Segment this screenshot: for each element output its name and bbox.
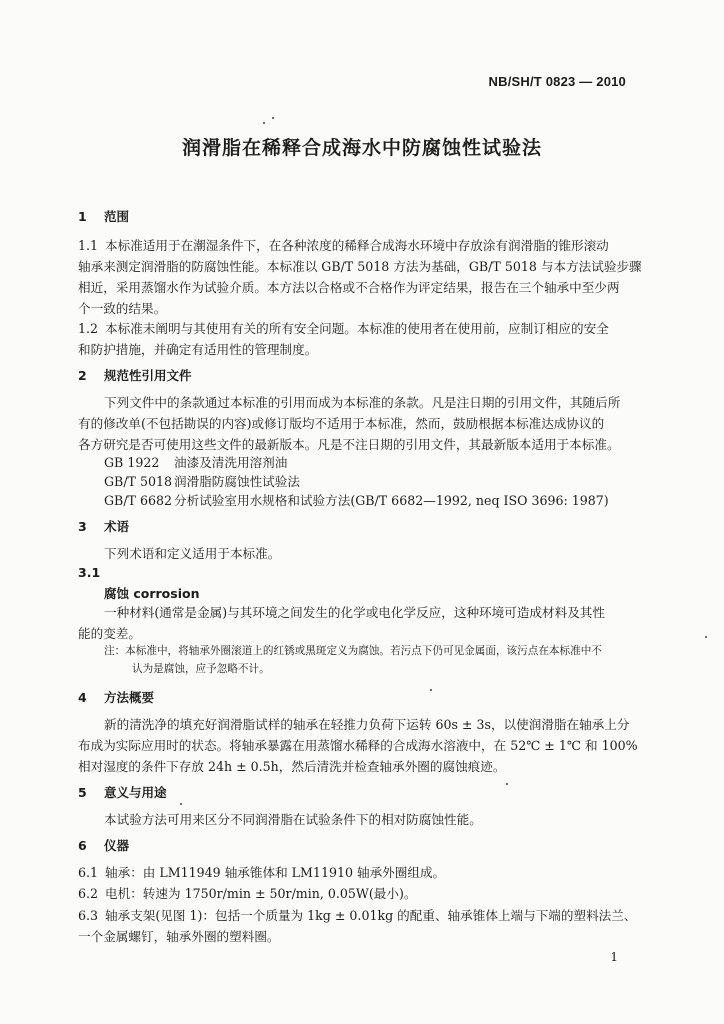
scan-speck xyxy=(272,117,274,119)
scan-speck xyxy=(430,689,432,691)
reference-title: 润滑脂防腐蚀性试验法 xyxy=(174,474,300,489)
paragraph-4-line: 布成为实际应用时的状态。将轴承暴露在用蒸馏水稀释的合成海水溶液中，在 52℃ ± 1℃ 和 100% xyxy=(78,738,638,753)
reference-item xyxy=(104,490,609,511)
section-number: 5 xyxy=(78,785,87,800)
section-4-heading xyxy=(78,688,154,706)
note-line: 注：本标准中，将轴承外圈滚道上的红锈或黑斑定义为腐蚀。若污点下仍可见金属面，该污点在本标准中不 xyxy=(104,645,602,657)
section-title: 仪器 xyxy=(104,838,130,853)
section-number: 1 xyxy=(78,209,87,224)
term-heading: 腐蚀 corrosion xyxy=(104,586,200,601)
section-title: 术语 xyxy=(104,519,130,534)
section-title: 意义与用途 xyxy=(104,785,167,800)
section-title: 方法概要 xyxy=(104,690,155,705)
apparatus-item xyxy=(78,905,636,926)
page-number: 1 xyxy=(610,950,618,964)
paragraph-1-1-line xyxy=(78,235,609,256)
reference-code: GB/T 6682 xyxy=(104,493,173,508)
reference-code: GB/T 5018 xyxy=(104,474,173,489)
clause-number: 6.1 xyxy=(78,865,99,880)
section-5-heading xyxy=(78,783,167,801)
paragraph-1-1-line: 个一致的结果。 xyxy=(78,301,167,316)
paragraph-2-line: 有的修改单(不包括勘误的内容)或修订版均不适用于本标准，然而，鼓励根据本标准达成协议的 xyxy=(78,416,605,431)
text: 轴承支架(见图 1)：包括一个质量为 1kg ± 0.01kg 的配重、轴承锥体上端与下端的塑料法兰、 xyxy=(105,908,637,923)
section-number: 2 xyxy=(78,368,87,383)
definition-line: 一种材料(通常是金属)与其环境之间发生的化学或电化学反应，这种环境可造成材料及其性 xyxy=(104,605,605,620)
scan-speck xyxy=(705,636,707,638)
clause-number: 1.1 xyxy=(78,238,99,253)
section-3-heading xyxy=(78,517,129,535)
section-1-heading xyxy=(78,207,129,225)
scan-speck xyxy=(180,803,182,805)
note-line: 认为是腐蚀，应予忽略不计。 xyxy=(132,663,270,675)
paragraph-4-line: 新的清洗净的填充好润滑脂试样的轴承在轻推力负荷下运转 60s ± 3s，以使润滑脂在轴承上分 xyxy=(104,717,630,732)
section-title: 规范性引用文件 xyxy=(104,368,192,383)
paragraph-5-line: 本试验方法可用来区分不同润滑脂在试验条件下的相对防腐蚀性能。 xyxy=(104,812,482,827)
paragraph-2-line: 各方研究是否可使用这些文件的最新版本。凡是不注日期的引用文件，其最新版本适用于本标准。 xyxy=(78,437,620,452)
document-title: 润滑脂在稀释合成海水中防腐蚀性试验法 xyxy=(181,137,542,159)
reference-title: 油漆及清洗用溶剂油 xyxy=(174,455,288,470)
paragraph-1-1-line: 相近，采用蒸馏水作为试验介质。本方法以合格或不合格作为评定结果，报告在三个轴承中至少两 xyxy=(78,280,620,295)
text: 本标准适用于在潮湿条件下，在各种浓度的稀释合成海水环境中存放涂有润滑脂的锥形滚动 xyxy=(105,238,609,253)
text: 电机：转速为 1750r/min ± 50r/min, 0.05W(最小)。 xyxy=(105,886,417,901)
clause-number: 6.2 xyxy=(78,886,99,901)
subclause-number: 3.1 xyxy=(78,565,101,580)
clause-number: 6.3 xyxy=(78,908,99,923)
scan-speck xyxy=(506,783,508,785)
standard-code: NB/SH/T 0823 — 2010 xyxy=(488,74,626,89)
section-2-heading xyxy=(78,366,192,384)
paragraph-3-line: 下列术语和定义适用于本标准。 xyxy=(104,546,281,561)
apparatus-item-line: 一个金属螺钉，轴承外圈的塑料圈。 xyxy=(78,929,280,944)
section-number: 6 xyxy=(78,838,87,853)
text: 轴承：由 LM11949 轴承锥体和 LM11910 轴承外圈组成。 xyxy=(105,865,446,880)
section-number: 3 xyxy=(78,519,87,534)
paragraph-4-line: 相对湿度的条件下存放 24h ± 0.5h，然后清洗并检查轴承外圈的腐蚀痕迹。 xyxy=(78,759,506,774)
apparatus-item xyxy=(78,862,445,883)
reference-title: 分析试验室用水规格和试验方法(GB/T 6682—1992, neq ISO 3696: 1987) xyxy=(174,493,609,508)
section-number: 4 xyxy=(78,690,87,705)
reference-item xyxy=(104,471,300,492)
definition-line: 能的变差。 xyxy=(78,626,141,641)
paragraph-1-2-line: 和防护措施，并确定有适用性的管理制度。 xyxy=(78,342,318,357)
section-6-heading xyxy=(78,836,129,854)
clause-number: 1.2 xyxy=(78,321,99,336)
paragraph-2-line: 下列文件中的条款通过本标准的引用而成为本标准的条款。凡是注日期的引用文件，其随后所 xyxy=(104,395,621,410)
paragraph-1-1-line: 轴承来测定润滑脂的防腐蚀性能。本标准以 GB/T 5018 方法为基础，GB/T 5018 与本方法试验步骤 xyxy=(78,259,642,274)
text: 本标准未阐明与其使用有关的所有安全问题。本标准的使用者在使用前，应制订相应的安全 xyxy=(105,321,609,336)
reference-item xyxy=(104,452,287,473)
apparatus-item xyxy=(78,883,417,904)
section-title: 范围 xyxy=(104,209,130,224)
paragraph-1-2-line xyxy=(78,318,609,339)
reference-code: GB 1922 xyxy=(104,455,160,470)
scan-speck xyxy=(263,122,265,124)
